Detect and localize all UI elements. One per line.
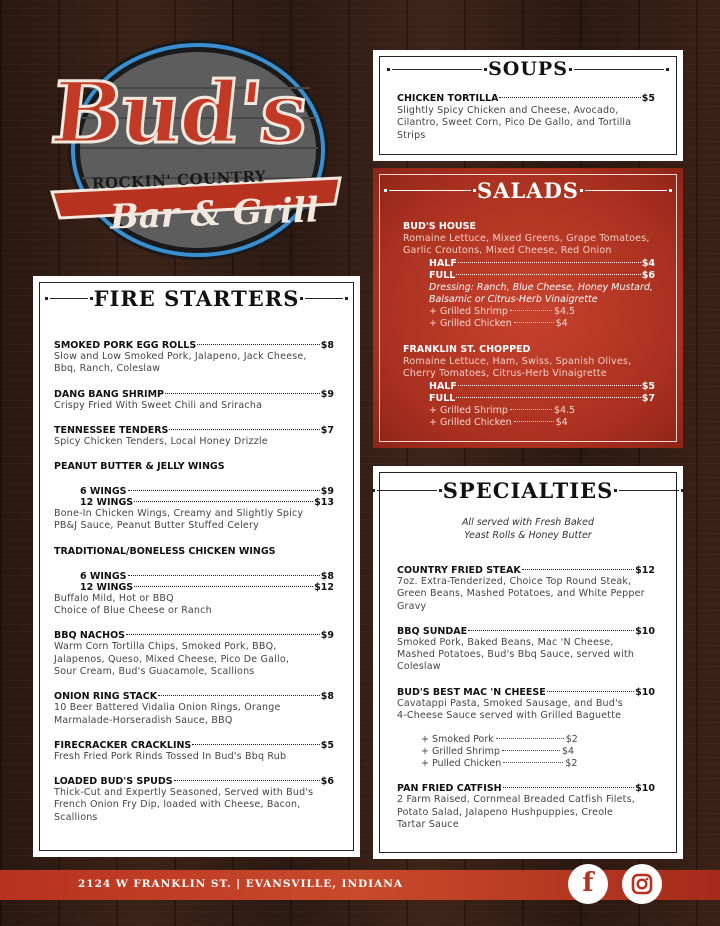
item-description: Romaine Lettuce, Ham, Swiss, Spanish Olives, Cherry Tomatoes, Citrus-Herb Vinaigrette <box>403 356 632 380</box>
menu-item: FIRECRACKER CRACKLINS $5 Fresh Fried Pork Rinds Tossed In Bud's Bbq Rub <box>54 739 334 762</box>
menu-item: LOADED BUD'S SPUDS $6 Thick-Cut and Expertly Seasoned, Served with Bud's French Onion Fry Dip, loaded with Cheese, Bacon, Scallions <box>54 776 334 823</box>
fire-starters-list <box>54 340 334 824</box>
addon-item: + Grilled Shrimp $4.5 <box>429 404 576 416</box>
item-description: Slightly Spicy Chicken and Cheese, Avocado, Cilantro, Sweet Corn, Pico De Gallo, and Tortilla Strips <box>397 105 632 141</box>
specialties-title: SPECIALTIES <box>442 478 614 503</box>
salad-item-franklin-st-chopped <box>403 344 655 429</box>
item-name: CHICKEN TORTILLA <box>397 93 499 104</box>
addon-item: + Smoked Pork $2 <box>421 734 578 746</box>
logo-tagline: ROCKIN' COUNTRY <box>91 167 267 193</box>
soups-panel <box>373 50 683 161</box>
menu-item: BBQ SUNDAE $10 Smoked Pork, Baked Beans, Mac 'N Cheese, Mashed Potatoes, Bud's Bbq Sauce, served with Coleslaw <box>397 625 655 673</box>
menu-item: TRADITIONAL/BONELESS CHICKEN WINGS 6 WINGS $8 12 WINGS $12 Buffalo Mild, Hot or BBQ Choice of Blue Cheese or Ranch <box>54 545 334 617</box>
addon-item: + Grilled Shrimp $4.5 <box>429 306 576 318</box>
facebook-link[interactable] <box>568 864 608 904</box>
specialties-note: All served with Fresh Baked Yeast Rolls & Honey Butter <box>461 517 595 541</box>
fire-starters-heading <box>33 286 360 311</box>
specialties-panel <box>373 466 683 859</box>
item-name: BUD'S HOUSE <box>403 221 476 232</box>
menu-item: PEANUT BUTTER & JELLY WINGS 6 WINGS $9 12 WINGS $13 Bone-In Chicken Wings, Creamy and Slightly Spicy PB&J Sauce, Peanut Butter Stuffed Celery <box>54 461 334 532</box>
size-price: $6 <box>641 269 655 281</box>
fire-starters-title: FIRE STARTERS <box>93 286 300 311</box>
addon-item: + Pulled Chicken $2 <box>421 758 578 770</box>
menu-item: PAN FRIED CATFISH $10 2 Farm Raised, Cornmeal Breaded Catfish Filets, Potato Salad, Jalapeno Hushpuppies, Creole Tartar Sauce <box>397 783 655 830</box>
salads-heading <box>373 178 683 203</box>
size-price: $4 <box>641 257 655 269</box>
logo-main: Bud's <box>46 63 312 162</box>
item-description: Romaine Lettuce, Mixed Greens, Grape Tomatoes, Garlic Croutons, Mixed Cheese, Red Onion <box>403 233 650 257</box>
size-label: FULL <box>429 392 456 404</box>
salad-item-buds-house <box>403 221 655 330</box>
salads-title: SALADS <box>477 178 579 203</box>
size-price: $7 <box>641 392 655 404</box>
item-price: $5 <box>641 93 655 104</box>
size-label: HALF <box>429 380 457 392</box>
soup-item-chicken-tortilla <box>397 93 655 142</box>
size-label: HALF <box>429 257 457 269</box>
menu-item: BUD'S BEST MAC 'N CHEESE $10 Cavatappi Pasta, Smoked Sausage, and Bud's 4-Cheese Sauce served with Grilled Baguette + Smoked Pork $2 + Grilled Shrimp $4 + Pulled Chicken $2 <box>397 686 655 770</box>
addon-item: + Grilled Chicken $4 <box>429 318 568 330</box>
specialties-list <box>397 565 655 831</box>
footer-address: 2124 W FRANKLIN ST. | EVANSVILLE, INDIANA <box>78 878 403 890</box>
dressing-note: Dressing: Ranch, Blue Cheese, Honey Mustard, Balsamic or Citrus-Herb Vinaigrette <box>429 281 653 305</box>
fire-starters-panel <box>33 276 360 857</box>
footer-bar <box>0 870 720 900</box>
item-name: FRANKLIN ST. CHOPPED <box>403 344 531 355</box>
logo <box>30 28 350 268</box>
menu-item: COUNTRY FRIED STEAK $12 7oz. Extra-Tenderized, Choice Top Round Steak, Green Beans, Mashed Potatoes, and White Pepper Gravy <box>397 565 655 612</box>
instagram-icon <box>622 864 662 904</box>
addon-item: + Grilled Chicken $4 <box>429 416 568 428</box>
salads-panel <box>373 168 683 448</box>
menu-item: DANG BANG SHRIMP $9 Crispy Fried With Sweet Chili and Sriracha <box>54 388 334 411</box>
addon-item: + Grilled Shrimp $4 <box>421 746 575 758</box>
soups-heading <box>373 58 683 80</box>
size-price: $5 <box>641 380 655 392</box>
soups-title: SOUPS <box>488 58 568 80</box>
menu-item: ONION RING STACK $8 10 Beer Battered Vidalia Onion Rings, Orange Marmalade-Horseradish Sauce, BBQ <box>54 691 334 726</box>
instagram-link[interactable] <box>622 864 662 904</box>
size-label: FULL <box>429 269 456 281</box>
logo-sub: Bar & Grill <box>109 190 320 238</box>
specialties-heading <box>373 478 683 503</box>
menu-item: TENNESSEE TENDERS $7 Spicy Chicken Tenders, Local Honey Drizzle <box>54 424 334 447</box>
facebook-icon: f <box>582 868 594 898</box>
menu-item: SMOKED PORK EGG ROLLS $8 Slow and Low Smoked Pork, Jalapeno, Jack Cheese, Bbq, Ranch, Coleslaw <box>54 340 334 375</box>
menu-item: BBQ NACHOS $9 Warm Corn Tortilla Chips, Smoked Pork, BBQ, Jalapenos, Queso, Mixed Cheese, Pico De Gallo, Sour Cream, Bud's Guacamole, Scallions <box>54 630 334 677</box>
